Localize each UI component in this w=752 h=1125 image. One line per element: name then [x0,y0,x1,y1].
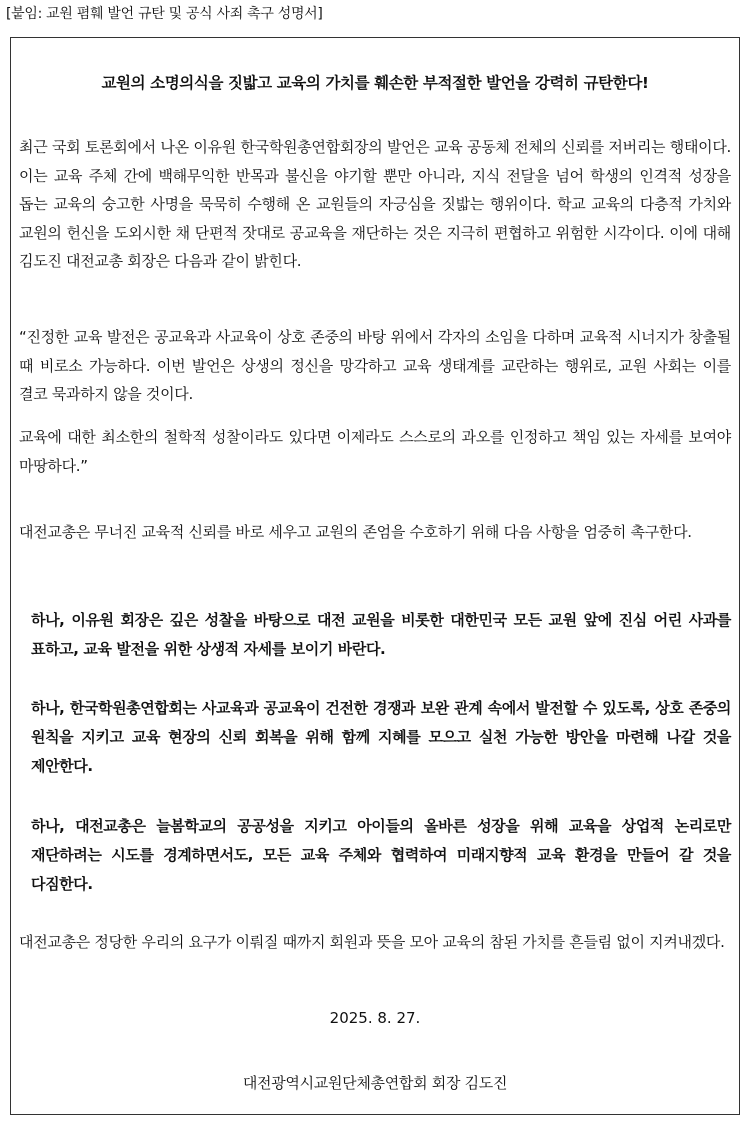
intro-paragraph: 최근 국회 토론회에서 나온 이유원 한국학원총연합회장의 발언은 교육 공동체 전체의 신뢰를 저버리는 행태이다. 이는 교육 주체 간에 백해무익한 반목과 불신을 야기할 뿐만 아니라, 지식 전달을 넘어 학생의 인격적 성장을 돕는 교육의 숭고한 사명을 묵묵히 수행해 온 교원들의 자긍심을 짓밟는 행위이다. 학교 교육의 다층적 가치와 교원의 헌신을 도외시한 채 단편적 잣대로 공교육을 재단하는 것은 지극히 편협하고 위험한 시각이다. 이에 대해 김도진 대전교총 회장은 다음과 같이 밝힌다. [19,138,731,271]
closing-paragraph: 대전교총은 정당한 우리의 요구가 이뤄질 때까지 회원과 뜻을 모아 교육의 참된 가치를 흔들림 없이 지켜내겠다. [19,933,725,951]
demand-intro-paragraph: 대전교총은 무너진 교육적 신뢰를 바로 세우고 교원의 존엄을 수호하기 위해 다음 사항을 엄중히 촉구한다. [19,523,692,541]
demand-item-2: 하나, 한국학원총연합회는 사교육과 공교육이 건전한 경쟁과 보완 관계 속에서 발전할 수 있도록, 상호 존중의 원칙을 지키고 교육 현장의 신뢰 회복을 위해 함께 지혜를 모으고 실천 가능한 방안을 마련해 나갈 것을 제안한다. [31,699,731,775]
quote-paragraph-part2: 교육에 대한 최소한의 철학적 성찰이라도 있다면 이제라도 스스로의 과오를 인정하고 책임 있는 자세를 보여야 마땅하다.” [19,428,731,475]
attachment-label: [붙임: 교원 폄훼 발언 규탄 및 공식 사죄 촉구 성명서] [6,6,323,22]
demand-item-1: 하나, 이유원 회장은 깊은 성찰을 바탕으로 대전 교원을 비롯한 대한민국 모든 교원 앞에 진심 어린 사과를 표하고, 교육 발전을 위한 상생적 자세를 보이기 바란다. [31,611,731,658]
statement-frame [10,37,740,1115]
signature-line: 대전광역시교원단체총연합회 회장 김도진 [242,1074,508,1092]
statement-headline: 교원의 소명의식을 짓밟고 교육의 가치를 훼손한 부적절한 발언을 강력히 규탄한다! [101,74,649,92]
quote-paragraph-part1: “진정한 교육 발전은 공교육과 사교육이 상호 존중의 바탕 위에서 각자의 소임을 다하며 교육적 시너지가 창출될 때 비로소 가능하다. 이번 발언은 상생의 정신을 망각하고 교육 생태계를 교란하는 행위로, 교원 사회는 이를 결코 묵과하지 않을 것이다. [19,328,731,404]
statement-date: 2025. 8. 27. [329,1009,421,1027]
demand-item-3: 하나, 대전교총은 늘봄학교의 공공성을 지키고 아이들의 올바른 성장을 위해 교육을 상업적 논리로만 재단하려는 시도를 경계하면서도, 모든 교육 주체와 협력하여 미래지향적 교육 환경을 만들어 갈 것을 다짐한다. [31,817,731,893]
